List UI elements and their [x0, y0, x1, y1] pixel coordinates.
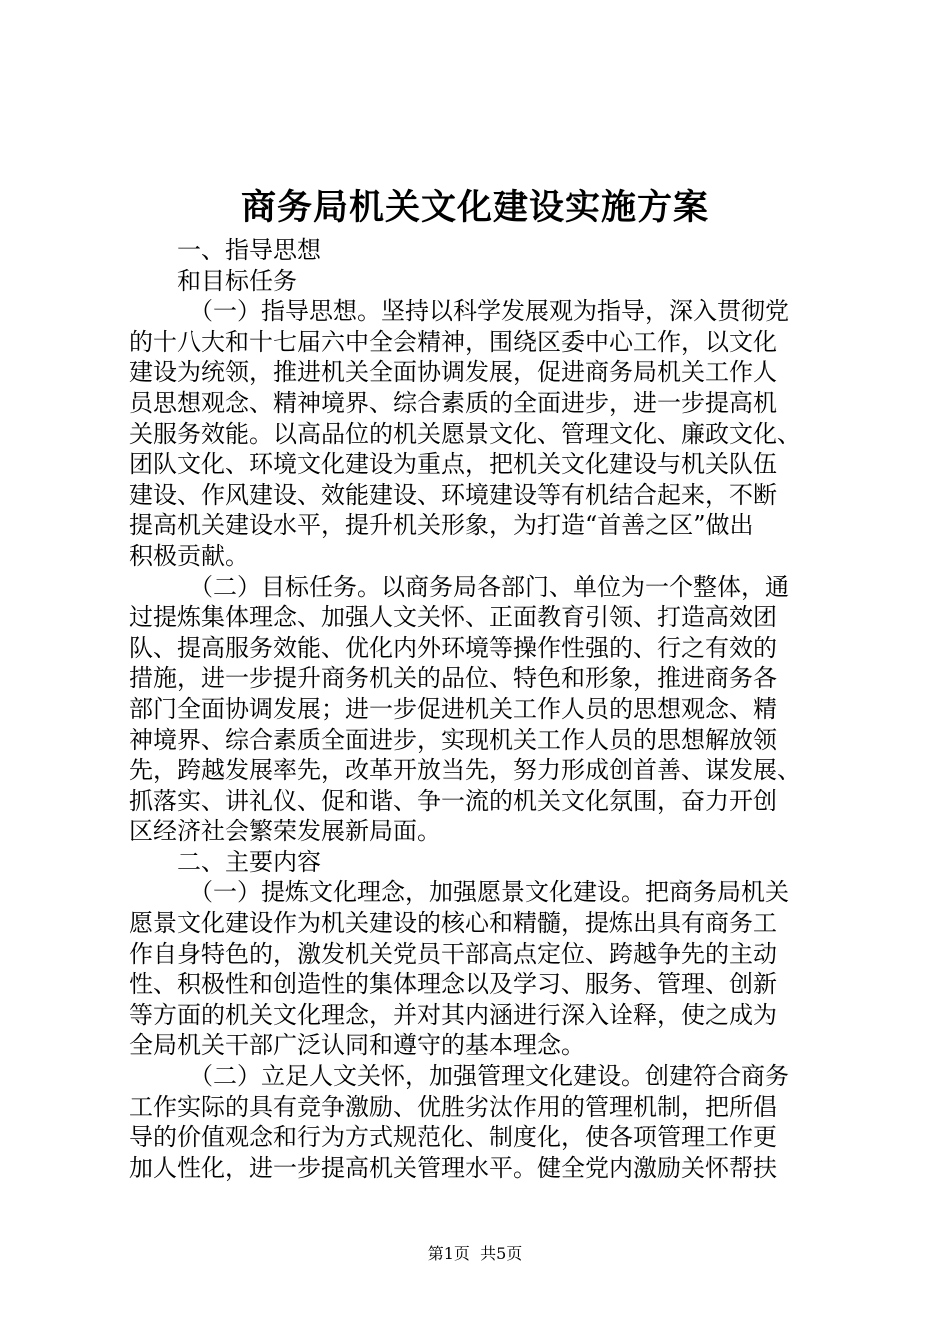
text-line: 关服务效能。以高品位的机关愿景文化、管理文化、廉政文化、	[129, 419, 801, 448]
text-line: 先，跨越发展率先，改革开放当先，努力形成创首善、谋发展、	[129, 756, 801, 785]
text-line: 性、积极性和创造性的集体理念以及学习、服务、管理、创新	[129, 970, 777, 999]
text-line: 工作实际的具有竞争激励、优胜劣汰作用的管理机制，把所倡	[129, 1092, 777, 1121]
page-footer	[0, 1243, 950, 1265]
text-line: 积极贡献。	[129, 541, 249, 570]
text-line: 作自身特色的，激发机关党员干部高点定位、跨越争先的主动	[129, 939, 777, 968]
text-line: 提高机关建设水平，提升机关形象，为打造“首善之区”做出	[129, 511, 754, 540]
text-line: 神境界、综合素质全面进步，实现机关工作人员的思想解放领	[129, 725, 777, 754]
text-line: （二）立足人文关怀，加强管理文化建设。创建符合商务	[189, 1062, 789, 1091]
text-line: 区经济社会繁荣发展新局面。	[129, 817, 441, 846]
text-line: 部门全面协调发展；进一步促进机关工作人员的思想观念、精	[129, 694, 777, 723]
document-body	[129, 235, 829, 1183]
text-line: 一、指导思想	[177, 236, 321, 264]
text-line: 建设为统领，推进机关全面协调发展，促进商务局机关工作人	[129, 358, 777, 387]
page-number: 第1页 共5页	[427, 1244, 523, 1263]
text-line: 措施，进一步提升商务机关的品位、特色和形象，推进商务各	[129, 664, 777, 693]
document-title: 商务局机关文化建设实施方案	[240, 187, 709, 228]
text-line: 团队文化、环境文化建设为重点，把机关文化建设与机关队伍	[129, 450, 777, 479]
text-line: 和目标任务	[177, 266, 297, 295]
text-line: 加人性化，进一步提高机关管理水平。健全党内激励关怀帮扶	[129, 1153, 777, 1182]
text-line: 员思想观念、精神境界、综合素质的全面进步，进一步提高机	[129, 388, 777, 417]
text-line: 的十八大和十七届六中全会精神，围绕区委中心工作，以文化	[129, 327, 777, 356]
text-line: 全局机关干部广泛认同和遵守的基本理念。	[129, 1031, 585, 1060]
text-line: 队、提高服务效能、优化内外环境等操作性强的、行之有效的	[129, 633, 777, 662]
text-line: （一）指导思想。坚持以科学发展观为指导，深入贯彻党	[189, 297, 789, 326]
text-line: 抓落实、讲礼仪、促和谐、争一流的机关文化氛围，奋力开创	[129, 786, 777, 815]
text-line: 过提炼集体理念、加强人文关怀、正面教育引领、打造高效团	[129, 603, 777, 632]
text-line: （二）目标任务。以商务局各部门、单位为一个整体，通	[189, 572, 789, 601]
text-line: 等方面的机关文化理念，并对其内涵进行深入诠释，使之成为	[129, 1000, 777, 1029]
text-line: 愿景文化建设作为机关建设的核心和精髓，提炼出具有商务工	[129, 909, 777, 938]
text-line: 二、主要内容	[177, 847, 321, 876]
text-line: 建设、作风建设、效能建设、环境建设等有机结合起来，不断	[129, 480, 777, 509]
text-line: 导的价值观念和行为方式规范化、制度化，使各项管理工作更	[129, 1123, 777, 1152]
text-line: （一）提炼文化理念，加强愿景文化建设。把商务局机关	[189, 878, 789, 907]
